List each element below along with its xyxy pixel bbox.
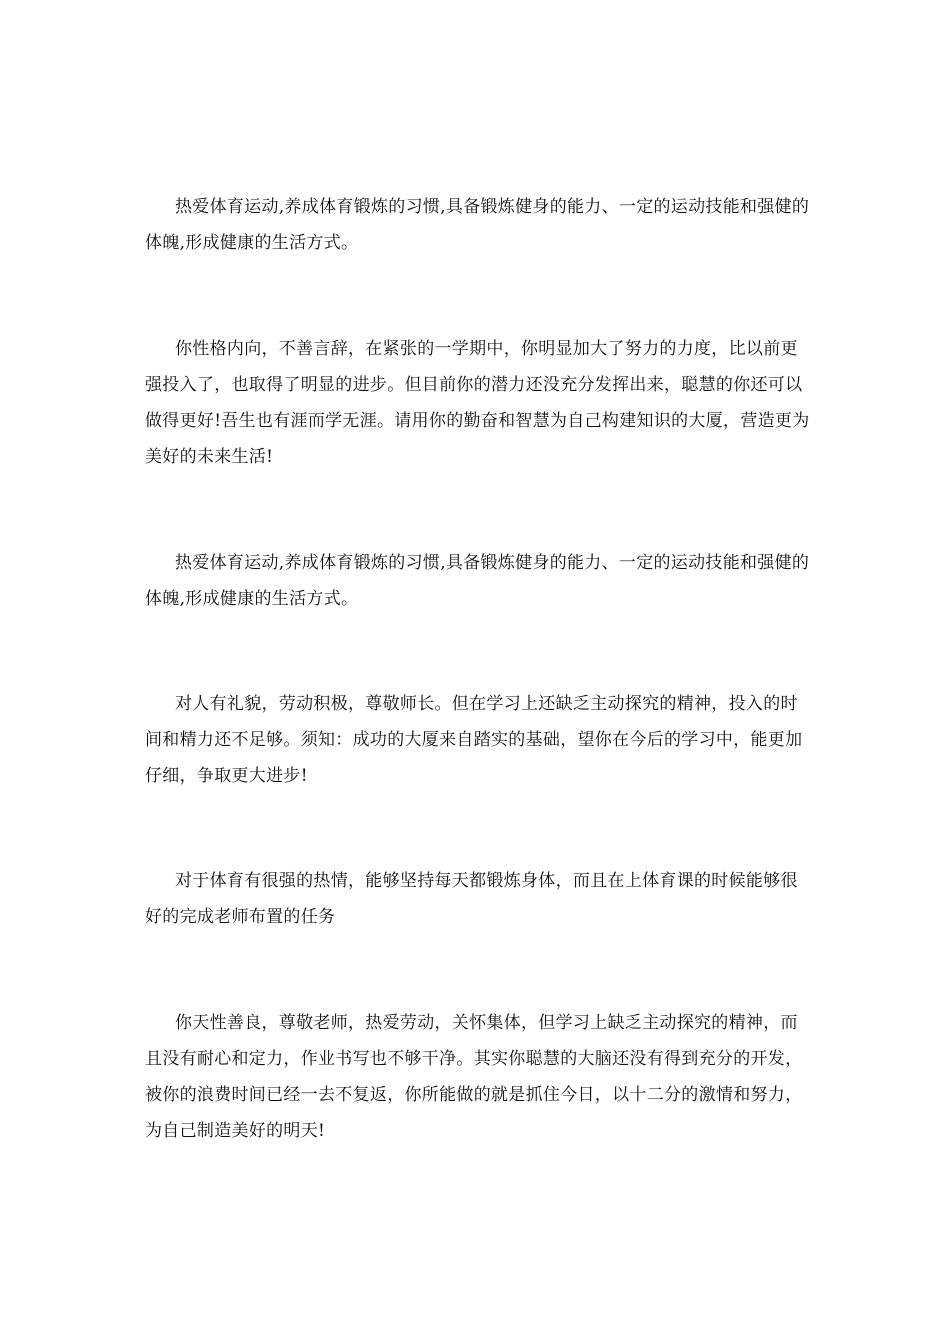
paragraph-2: 你性格内向，不善言辞，在紧张的一学期中，你明显加大了努力的力度，比以前更强投入了，也取得了明显的进步。但目前你的潜力还没充分发挥出来，聪慧的你还可以做得更好!吾生也有涯而学无涯。请用你的勤奋和智慧为自己构建知识的大厦，营造更为美好的未来生活! xyxy=(145,339,810,467)
paragraph-3: 热爱体育运动,养成体育锻炼的习惯,具备锻炼健身的能力、一定的运动技能和强健的体魄,形成健康的生活方式。 xyxy=(145,553,810,609)
paragraph-6: 你天性善良，尊敬老师，热爱劳动，关怀集体，但学习上缺乏主动探究的精神，而且没有耐心和定力，作业书写也不够干净。其实你聪慧的大脑还没有得到充分的开发，被你的浪费时间已经一去不复返，你所能做的就是抓住今日，以十二分的激情和努力，为自己制造美好的明天! xyxy=(145,1013,803,1141)
paragraph-4: 对人有礼貌，劳动积极，尊敬师长。但在学习上还缺乏主动探究的精神，投入的时间和精力还不足够。须知：成功的大厦来自踏实的基础，望你在今后的学习中，能更加仔细，争取更大进步! xyxy=(145,694,803,786)
paragraph-1: 热爱体育运动,养成体育锻炼的习惯,具备锻炼健身的能力、一定的运动技能和强健的体魄,形成健康的生活方式。 xyxy=(145,197,810,253)
paragraph-5: 对于体育有很强的热情，能够坚持每天都锻炼身体，而且在上体育课的时候能够很好的完成老师布置的任务 xyxy=(145,871,798,927)
